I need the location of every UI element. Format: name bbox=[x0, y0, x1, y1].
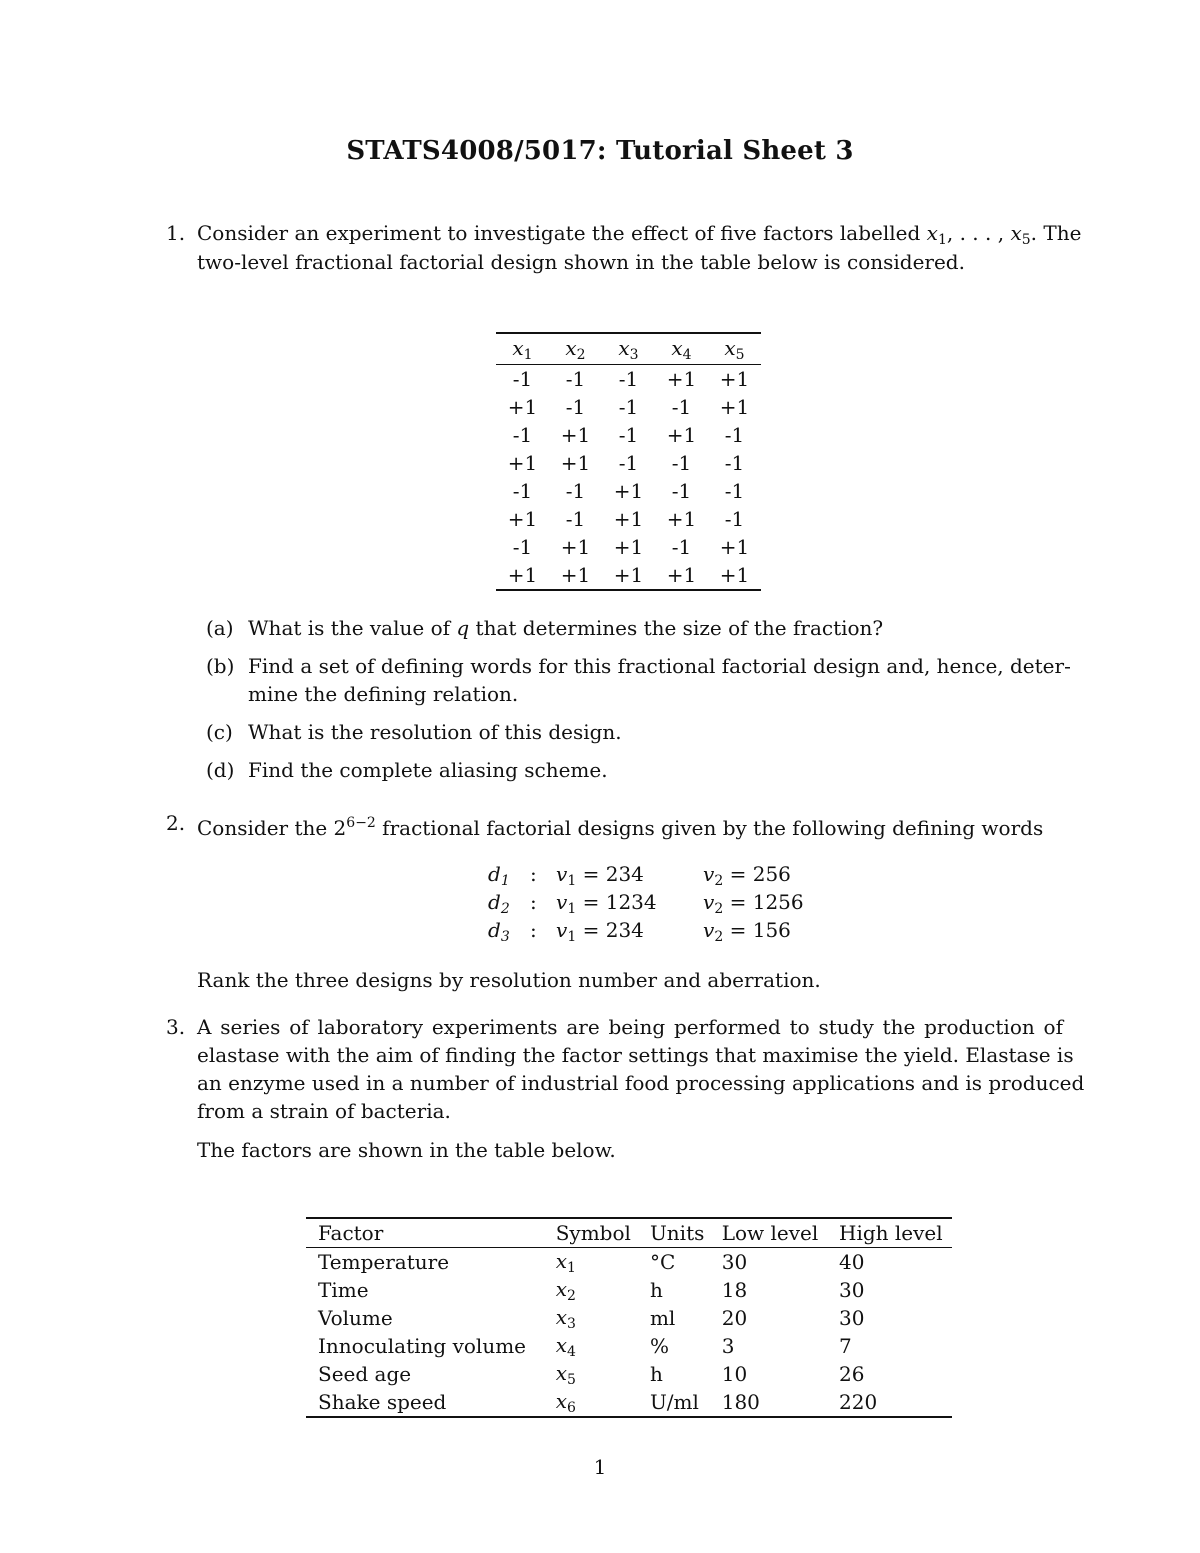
math-var-x: x bbox=[926, 221, 938, 245]
table-cell: Seed age bbox=[318, 1362, 412, 1386]
factors-column-header: Symbol bbox=[555, 1221, 631, 1245]
factors-column-header: Low level bbox=[721, 1221, 819, 1245]
table-cell: +1 bbox=[719, 535, 750, 559]
subscript: 2 bbox=[576, 346, 586, 363]
question-2-number: 2. bbox=[166, 811, 186, 835]
table-cell: +1 bbox=[666, 507, 697, 531]
part-a-text bbox=[248, 614, 1063, 642]
math-var-x: x bbox=[555, 1304, 567, 1329]
table-cell bbox=[544, 1332, 638, 1360]
subscript: 5 bbox=[1021, 232, 1031, 248]
table-cell: -1 bbox=[512, 367, 533, 391]
table-cell: +1 bbox=[613, 563, 644, 587]
table-cell: 26 bbox=[839, 1362, 865, 1386]
table-cell: -1 bbox=[724, 423, 745, 447]
table-cell: 20 bbox=[721, 1306, 748, 1330]
part-a-text-end: that determines the size of the fraction? bbox=[469, 616, 884, 640]
table-row bbox=[306, 1332, 952, 1360]
table-cell: +1 bbox=[613, 507, 644, 531]
table-cell bbox=[544, 1388, 638, 1417]
design-name: $d_1$ bbox=[488, 862, 510, 889]
exponent: 6−2 bbox=[346, 815, 376, 831]
table-cell: -1 bbox=[565, 367, 586, 391]
table-row bbox=[496, 533, 761, 561]
table-cell: 7 bbox=[839, 1334, 852, 1358]
subscript: 5 bbox=[566, 1371, 576, 1388]
colon: : bbox=[530, 918, 537, 942]
part-label: (b) bbox=[206, 654, 235, 678]
table-cell: -1 bbox=[565, 507, 586, 531]
table-cell: -1 bbox=[618, 451, 639, 475]
table-cell: +1 bbox=[507, 395, 538, 419]
design-table-header bbox=[496, 333, 761, 365]
table-cell: -1 bbox=[618, 367, 639, 391]
subscript: 4 bbox=[566, 1343, 576, 1360]
table-cell: 180 bbox=[721, 1390, 760, 1414]
subscript: 1 bbox=[523, 346, 533, 363]
table-cell: -1 bbox=[671, 451, 692, 475]
table-cell: -1 bbox=[512, 535, 533, 559]
table-cell: % bbox=[649, 1334, 669, 1358]
table-cell: -1 bbox=[565, 479, 586, 503]
factors-column-header: High level bbox=[839, 1221, 943, 1245]
table-row bbox=[496, 561, 761, 590]
question-2-intro bbox=[197, 809, 1043, 842]
part-b-line1: Find a set of defining words for this fractional factorial design and, hence, deter- bbox=[248, 654, 1071, 678]
table-cell: -1 bbox=[724, 479, 745, 503]
math-var-x: x bbox=[1010, 221, 1022, 245]
table-row bbox=[496, 421, 761, 449]
table-cell: +1 bbox=[719, 563, 750, 587]
design-column-header bbox=[602, 333, 655, 365]
question-3-line: an enzyme used in a number of industrial food processing applications and is produced bbox=[197, 1071, 1085, 1095]
table-cell bbox=[544, 1276, 638, 1304]
question-2-text-end: fractional factorial designs given by the following defining words bbox=[375, 816, 1044, 840]
colon: : bbox=[530, 862, 537, 886]
table-cell: -1 bbox=[618, 423, 639, 447]
question-3-line: from a strain of bacteria. bbox=[197, 1099, 451, 1123]
question-3-line: A series of laboratory experiments are being performed to study the production of bbox=[197, 1015, 1063, 1039]
table-row bbox=[496, 365, 761, 394]
part-d-text: Find the complete aliasing scheme. bbox=[248, 758, 608, 782]
table-cell: 220 bbox=[839, 1390, 878, 1414]
factors-column-header: Units bbox=[649, 1221, 705, 1245]
table-row bbox=[306, 1276, 952, 1304]
math-var-x: x bbox=[555, 1248, 567, 1273]
question-1-number: 1. bbox=[166, 221, 186, 245]
design-column-header bbox=[708, 333, 761, 365]
question-1-intro-text: Consider an experiment to investigate the effect of five factors labelled bbox=[197, 221, 927, 245]
design-column-header bbox=[549, 333, 602, 365]
question-1-intro-line2: two-level fractional factorial design shown in the table below is considered. bbox=[197, 250, 965, 274]
table-cell: Time bbox=[318, 1278, 369, 1302]
subscript: 6 bbox=[566, 1399, 576, 1416]
table-cell: -1 bbox=[671, 395, 692, 419]
table-cell: +1 bbox=[613, 535, 644, 559]
word-v2: $v_2 = 256$ bbox=[703, 862, 791, 889]
table-cell: +1 bbox=[666, 563, 697, 587]
table-cell: +1 bbox=[560, 563, 591, 587]
subscript: 1 bbox=[937, 232, 947, 248]
factors-table-body bbox=[306, 1248, 952, 1418]
table-cell: -1 bbox=[565, 395, 586, 419]
design-name: $d_2$ bbox=[488, 890, 510, 917]
table-cell: -1 bbox=[512, 423, 533, 447]
table-row bbox=[306, 1388, 952, 1417]
math-var-x: x bbox=[555, 1332, 567, 1357]
table-cell: 30 bbox=[839, 1278, 865, 1302]
table-row bbox=[496, 393, 761, 421]
question-2-text-start: Consider the 2 bbox=[197, 816, 347, 840]
subscript: 2 bbox=[566, 1287, 576, 1304]
table-cell: -1 bbox=[724, 507, 745, 531]
subscript: 5 bbox=[735, 346, 745, 363]
table-row bbox=[496, 477, 761, 505]
word-v2: $v_2 = 156$ bbox=[703, 918, 791, 945]
math-var-x: x bbox=[555, 1276, 567, 1301]
design-column-header bbox=[496, 333, 549, 365]
table-cell: °C bbox=[649, 1250, 676, 1274]
table-cell: h bbox=[649, 1362, 663, 1386]
factors-table-header bbox=[306, 1218, 952, 1248]
math-var-x: x bbox=[618, 335, 630, 360]
part-c-text: What is the resolution of this design. bbox=[248, 720, 622, 744]
table-cell: +1 bbox=[666, 367, 697, 391]
design-name: $d_3$ bbox=[488, 918, 510, 945]
table-row bbox=[496, 505, 761, 533]
part-label: (c) bbox=[206, 720, 233, 744]
table-cell: +1 bbox=[560, 535, 591, 559]
table-cell: 10 bbox=[721, 1362, 748, 1386]
table-cell: Shake speed bbox=[318, 1390, 447, 1414]
table-cell: +1 bbox=[507, 563, 538, 587]
word-v2: $v_2 = 1256$ bbox=[703, 890, 804, 917]
question-3-number: 3. bbox=[166, 1015, 186, 1039]
question-2-rank: Rank the three designs by resolution number and aberration. bbox=[197, 968, 821, 992]
design-table bbox=[496, 332, 761, 591]
table-cell: Temperature bbox=[318, 1250, 450, 1274]
table-cell: 3 bbox=[721, 1334, 735, 1358]
table-cell: +1 bbox=[666, 423, 697, 447]
subscript: 1 bbox=[566, 1259, 576, 1276]
factors-column-header: Factor bbox=[318, 1221, 384, 1245]
table-cell: +1 bbox=[613, 479, 644, 503]
word-v1: $v_1 = 234$ bbox=[556, 862, 644, 889]
question-3-factors-intro: The factors are shown in the table below. bbox=[197, 1138, 616, 1162]
table-row bbox=[496, 449, 761, 477]
table-cell: h bbox=[649, 1278, 663, 1302]
ellipsis: , . . . , bbox=[946, 221, 1011, 245]
table-row bbox=[306, 1304, 952, 1332]
design-table-body bbox=[496, 365, 761, 591]
math-var-x: x bbox=[671, 335, 683, 360]
table-cell: -1 bbox=[671, 479, 692, 503]
table-cell: 30 bbox=[721, 1250, 748, 1274]
table-cell: 18 bbox=[721, 1278, 748, 1302]
math-var-x: x bbox=[724, 335, 736, 360]
table-cell bbox=[544, 1360, 638, 1388]
table-cell: +1 bbox=[560, 423, 591, 447]
table-cell: ml bbox=[649, 1306, 676, 1330]
table-cell: 40 bbox=[839, 1250, 865, 1274]
table-row bbox=[306, 1360, 952, 1388]
subscript: 3 bbox=[629, 346, 639, 363]
part-label: (a) bbox=[206, 616, 234, 640]
table-cell: +1 bbox=[507, 507, 538, 531]
subscript: 3 bbox=[566, 1315, 576, 1332]
table-cell: +1 bbox=[560, 451, 591, 475]
factors-table bbox=[306, 1217, 952, 1418]
part-label: (d) bbox=[206, 758, 235, 782]
table-cell: Innoculating volume bbox=[318, 1334, 526, 1358]
math-var-q: q bbox=[456, 616, 470, 640]
question-3-line: elastase with the aim of finding the factor settings that maximise the yield. Elastase is bbox=[197, 1043, 1074, 1067]
page-title: STATS4008/5017: Tutorial Sheet 3 bbox=[346, 136, 854, 166]
subscript: 4 bbox=[682, 346, 692, 363]
table-cell: 30 bbox=[839, 1306, 865, 1330]
table-cell: U/ml bbox=[649, 1390, 699, 1414]
colon: : bbox=[530, 890, 537, 914]
table-cell: +1 bbox=[719, 367, 750, 391]
page-number: 1 bbox=[593, 1455, 607, 1479]
table-cell: -1 bbox=[724, 451, 745, 475]
math-var-x: x bbox=[565, 335, 577, 360]
word-v1: $v_1 = 1234$ bbox=[556, 890, 657, 917]
math-var-x: x bbox=[555, 1360, 567, 1385]
table-cell: Volume bbox=[318, 1306, 393, 1330]
table-row bbox=[306, 1248, 952, 1277]
table-cell: -1 bbox=[671, 535, 692, 559]
part-a-text-start: What is the value of bbox=[248, 616, 457, 640]
table-cell bbox=[544, 1248, 638, 1277]
math-var-x: x bbox=[555, 1388, 567, 1413]
table-cell: -1 bbox=[512, 479, 533, 503]
word-v1: $v_1 = 234$ bbox=[556, 918, 644, 945]
part-b-line2: mine the defining relation. bbox=[248, 682, 519, 706]
table-cell bbox=[544, 1304, 638, 1332]
table-cell: -1 bbox=[618, 395, 639, 419]
question-1-intro-end: . The bbox=[1030, 221, 1082, 245]
table-cell: +1 bbox=[719, 395, 750, 419]
math-var-x: x bbox=[512, 335, 524, 360]
table-cell: +1 bbox=[507, 451, 538, 475]
design-column-header bbox=[655, 333, 708, 365]
